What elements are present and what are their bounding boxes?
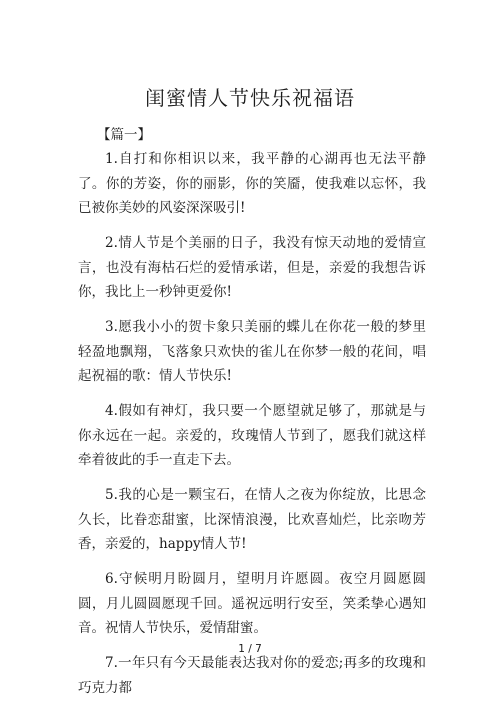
paragraph-1: 1.自打和你相识以来，我平静的心湖再也无法平静了。你的芳姿，你的丽影，你的笑靥，使我难以忘怀，我已被你美妙的风姿深深吸引! — [78, 151, 426, 216]
paragraph-5: 5.我的心是一颗宝石，在情人之夜为你绽放，比思念久长，比眷恋甜蜜，比深情浪漫，比欢喜灿烂，比亲吻芳香，亲爱的，happy情人节! — [78, 487, 426, 552]
page-number: 1 / 7 — [238, 643, 262, 655]
paragraph-2: 2.情人节是个美丽的日子，我没有惊天动地的爱情宣言，也没有海枯石烂的爱情承诺，但是，亲爱的我想告诉你，我比上一秒钟更爱你! — [78, 235, 426, 300]
section-label: 【篇一】 — [97, 127, 151, 143]
paragraph-6: 6.守候明月盼圆月，望明月许愿圆。夜空月圆愿圆圆，月儿圆圆愿现千回。遥祝远明行安至，笑柔挚心遇知音。祝情人节快乐，爱情甜蜜。 — [78, 571, 426, 636]
paragraph-7: 7.一年只有今天最能表达我对你的爱恋;再多的玫瑰和巧克力都 — [78, 655, 426, 696]
document-body — [78, 147, 426, 711]
paragraph-3: 3.愿我小小的贺卡象只美丽的蝶儿在你花一般的梦里轻盈地飘翔，飞落象只欢快的雀儿在你梦一般的花间，唱起祝福的歌：情人节快乐! — [78, 319, 426, 384]
document-title: 闺蜜情人节快乐祝福语 — [145, 86, 355, 110]
paragraph-4: 4.假如有神灯，我只要一个愿望就足够了，那就是与你永远在一起。亲爱的，玫瑰情人节到了，愿我们就这样牵着彼此的手一直走下去。 — [78, 403, 426, 468]
